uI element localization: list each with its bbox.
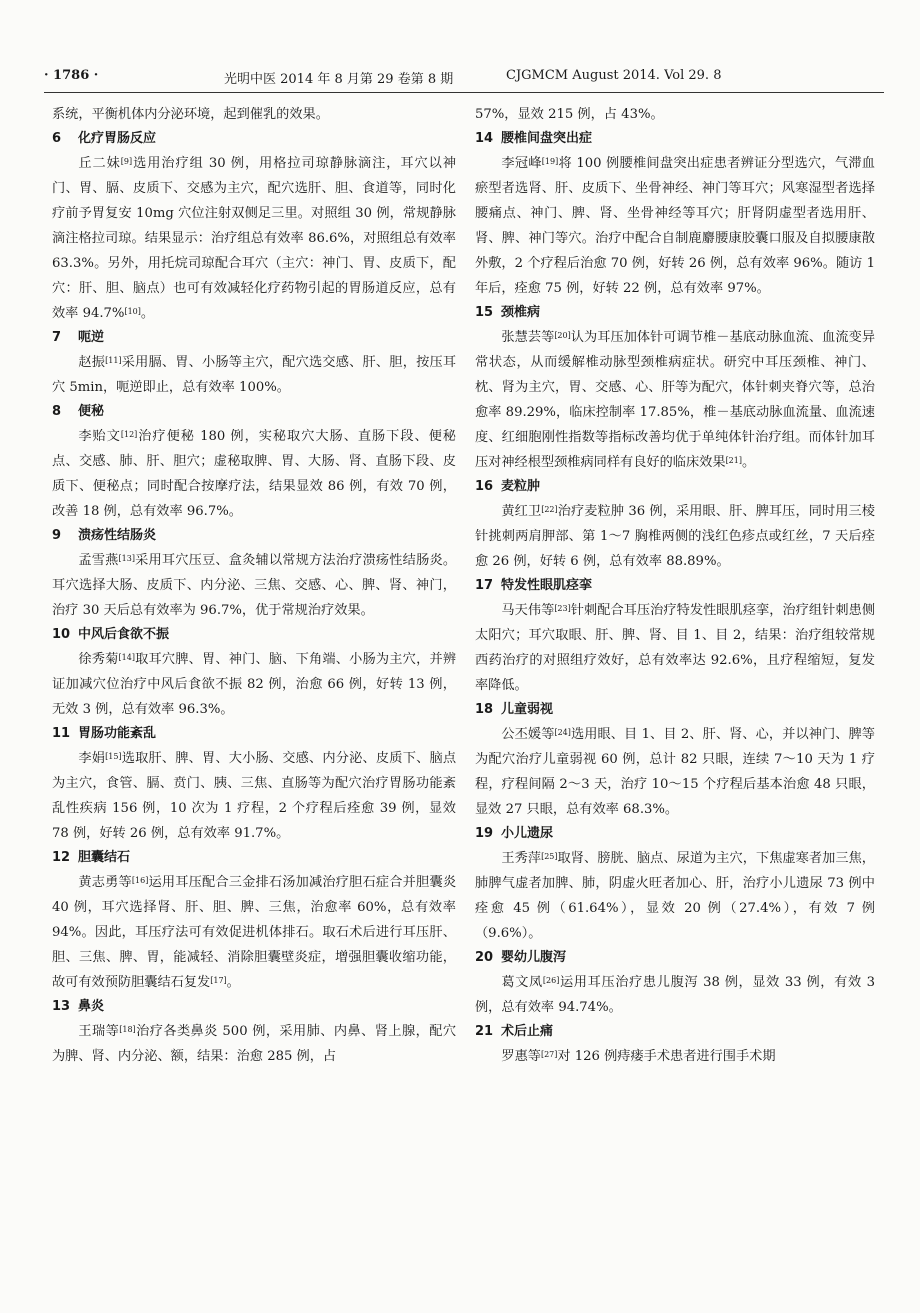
section-body-14: 李冠峰[19]将 100 例腰椎间盘突出症患者辨证分型选穴，气滞血瘀型者选肾、肝、皮质下、坐骨神经、神门等耳穴；风寒湿型者选择腰痛点、神门、脾、肾、坐骨神经等耳穴；肝肾阴虚型者选用肝、肾、脾、神门等穴。治疗中配合自制鹿麝腰康胶囊口服及自拟腰康散外敷，2 个疗程后治愈 70 例，好转 26 例，总有效率 96%。随访 1 年后，痊愈 75 例，好转 22 例，总有效率 97%。 bbox=[475, 156, 875, 296]
continued-paragraph: 57%，显效 215 例，占 43%。 bbox=[475, 107, 664, 122]
continued-paragraph: 系统，平衡机体内分泌环境，起到催乳的效果。 bbox=[52, 107, 329, 122]
citation: [21] bbox=[725, 456, 742, 465]
page-number: · 1786 · bbox=[44, 68, 99, 83]
citation: [12] bbox=[120, 430, 138, 439]
citation: [22] bbox=[541, 505, 558, 514]
section-heading-12: 12 胆囊结石 bbox=[52, 850, 131, 865]
section-heading-18: 18 儿童弱视 bbox=[475, 702, 554, 717]
citation: [23] bbox=[554, 604, 571, 613]
citation: [27] bbox=[540, 1050, 558, 1059]
citation: [17] bbox=[210, 976, 227, 985]
section-body-12: 黄志勇等[16]运用耳压配合三金排石汤加减治疗胆石症合并胆囊炎 40 例，耳穴选择肾、肝、胆、脾、三焦，治愈率 60%，总有效率 94%。因此，耳压疗法可有效促进机体排石。取石术后进行耳压肝、胆、三焦、脾、胃，能减轻、消除胆囊壁炎症，增强胆囊收缩功能，故可有效预防胆囊结石复发[17]。 bbox=[52, 875, 457, 990]
section-body-21: 罗惠等[27]对 126 例痔瘘手术患者进行围手术期 bbox=[501, 1049, 776, 1064]
section-heading-6: 6 化疗胃肠反应 bbox=[52, 131, 157, 146]
right-column bbox=[475, 102, 875, 1069]
journal-title-en: CJGMCM August 2014. Vol 29. 8 bbox=[506, 68, 722, 83]
citation: [14] bbox=[118, 653, 135, 662]
section-heading-9: 9 溃疡性结肠炎 bbox=[52, 528, 157, 543]
section-heading-15: 15 颈椎病 bbox=[475, 305, 541, 320]
section-heading-7: 7 呃逆 bbox=[52, 330, 105, 345]
section-body-7: 赵振[11]采用膈、胃、小肠等主穴，配穴选交感、肝、胆，按压耳穴 5min，呃逆即止，总有效率 100%。 bbox=[52, 355, 457, 395]
section-heading-20: 20 婴幼儿腹泻 bbox=[475, 950, 567, 965]
section-heading-8: 8 便秘 bbox=[52, 404, 105, 419]
running-header bbox=[44, 66, 884, 93]
section-body-20: 葛文凤[26]运用耳压治疗患儿腹泻 38 例，显效 33 例，有效 3 例，总有效率 94.74%。 bbox=[475, 975, 875, 1015]
section-body-6: 丘二妹[9]选用治疗组 30 例，用格拉司琼静脉滴注，耳穴以神门、胃、膈、皮质下、交感为主穴，配穴选肝、胆、食道等，同时化疗前予胃复安 10mg 穴位注射双侧足三里。对照组 30 例，常规静脉滴注格拉司琼。结果显示：治疗组总有效率 86.6%，对照组总有效率 63.3%。另外，用托烷司琼配合耳穴（主穴：神门、胃、皮质下，配穴：肝、胆、脑点）也可有效减轻化疗药物引起的胃肠道反应，总有效率 94.7%[10]。 bbox=[52, 156, 456, 321]
section-heading-17: 17 特发性眼肌痉挛 bbox=[475, 578, 593, 593]
citation: [9] bbox=[120, 157, 133, 166]
section-heading-14: 14 腰椎间盘突出症 bbox=[475, 131, 593, 146]
section-body-16: 黄红卫[22]治疗麦粒肿 36 例，采用眼、肝、脾耳压，同时用三棱针挑刺两肩胛部、第 1～7 胸椎两侧的浅红色疹点或红丝，7 天后痊愈 26 例，好转 6 例，总有效率 88.89%。 bbox=[475, 504, 875, 569]
section-body-11: 李娟[15]选取肝、脾、胃、大小肠、交感、内分泌、皮质下、脑点为主穴，食管、膈、贲门、胰、三焦、直肠等为配穴治疗胃肠功能紊乱性疾病 156 例，10 次为 1 疗程，2 个疗程后痊愈 39 例，显效 78 例，好转 26 例，总有效率 91.7%。 bbox=[52, 751, 457, 841]
citation: [24] bbox=[554, 728, 571, 737]
citation: [26] bbox=[542, 976, 560, 985]
section-heading-16: 16 麦粒肿 bbox=[475, 479, 541, 494]
citation: [13] bbox=[118, 554, 135, 563]
section-body-18: 公丕媛等[24]选用眼、目 1、目 2、肝、肾、心，并以神门、脾等为配穴治疗儿童弱视 60 例，总计 82 只眼，连续 7～10 天为 1 疗程，疗程间隔 2～3 天，治疗 10～15 个疗程后基本治愈 48 只眼，显效 27 只眼，总有效率 68.3%。 bbox=[475, 727, 875, 817]
citation: [18] bbox=[119, 1025, 136, 1034]
section-body-19: 王秀萍[25]取肾、膀胱、脑点、尿道为主穴，下焦虚寒者加三焦，肺脾气虚者加脾、肺，阴虚火旺者加心、肝，治疗小儿遗尿 73 例中痊愈 45 例（61.64%），显效 20 例（27.4%），有效 7 例（9.6%）。 bbox=[475, 851, 875, 941]
section-heading-19: 19 小儿遗尿 bbox=[475, 826, 554, 841]
left-column bbox=[52, 102, 456, 1069]
citation: [10] bbox=[124, 307, 141, 316]
citation: [16] bbox=[131, 876, 149, 885]
section-heading-13: 13 鼻炎 bbox=[52, 999, 105, 1014]
section-body-15: 张慧芸等[20]认为耳压加体针可调节椎－基底动脉血流、血流变异常状态，从而缓解椎动脉型颈椎病症状。研究中耳压颈椎、神门、枕、肾为主穴，胃、交感、心、肝等为配穴，体针刺夹脊穴等，总治愈率 89.29%，临床控制率 17.85%，椎－基底动脉血流量、血流速度、红细胞刚性指数等指标改善均优于单纯体针治疗组。而体针加耳压对神经根型颈椎病同样有良好的临床效果[21]。 bbox=[475, 330, 876, 470]
section-body-17: 马天伟等[23]针刺配合耳压治疗特发性眼肌痉挛，治疗组针刺患侧太阳穴；耳穴取眼、肝、脾、肾、目 1、目 2，结果：治疗组较常规西药治疗的对照组疗效好，总有效率达 92.6%，且疗程缩短，复发率降低。 bbox=[475, 603, 876, 693]
section-body-10: 徐秀菊[14]取耳穴脾、胃、神门、脑、下角端、小肠为主穴，并辨证加减穴位治疗中风后食欲不振 82 例，治愈 66 例，好转 13 例，无效 3 例，总有效率 96.3%。 bbox=[52, 652, 457, 717]
section-body-8: 李贻文[12]治疗便秘 180 例，实秘取穴大肠、直肠下段、便秘点、交感、肺、肝、胆穴；虚秘取脾、胃、大肠、肾、直肠下段、皮质下、便秘点；同时配合按摩疗法，结果显效 86 例，有效 70 例，改善 18 例，总有效率 96.7%。 bbox=[52, 429, 456, 519]
citation: [15] bbox=[105, 752, 122, 761]
section-heading-21: 21 术后止痛 bbox=[475, 1024, 554, 1039]
section-heading-11: 11 胃肠功能紊乱 bbox=[52, 726, 157, 741]
citation: [25] bbox=[541, 852, 558, 861]
citation: [11] bbox=[105, 356, 122, 365]
section-body-9: 孟雪燕[13]采用耳穴压豆、盒灸辅以常规方法治疗溃疡性结肠炎。耳穴选择大肠、皮质下、内分泌、三焦、交感、心、脾、肾、神门，治疗 30 天后总有效率为 96.7%，优于常规治疗效果。 bbox=[52, 553, 457, 618]
journal-title-cn: 光明中医 2014 年 8 月第 29 卷第 8 期 bbox=[224, 72, 454, 87]
section-body-13: 王瑞等[18]治疗各类鼻炎 500 例，采用肺、内鼻、肾上腺，配穴为脾、肾、内分泌、额，结果：治愈 285 例，占 bbox=[52, 1024, 457, 1064]
citation: [19] bbox=[541, 157, 559, 166]
citation: [20] bbox=[554, 331, 571, 340]
section-heading-10: 10 中风后食欲不振 bbox=[52, 627, 170, 642]
